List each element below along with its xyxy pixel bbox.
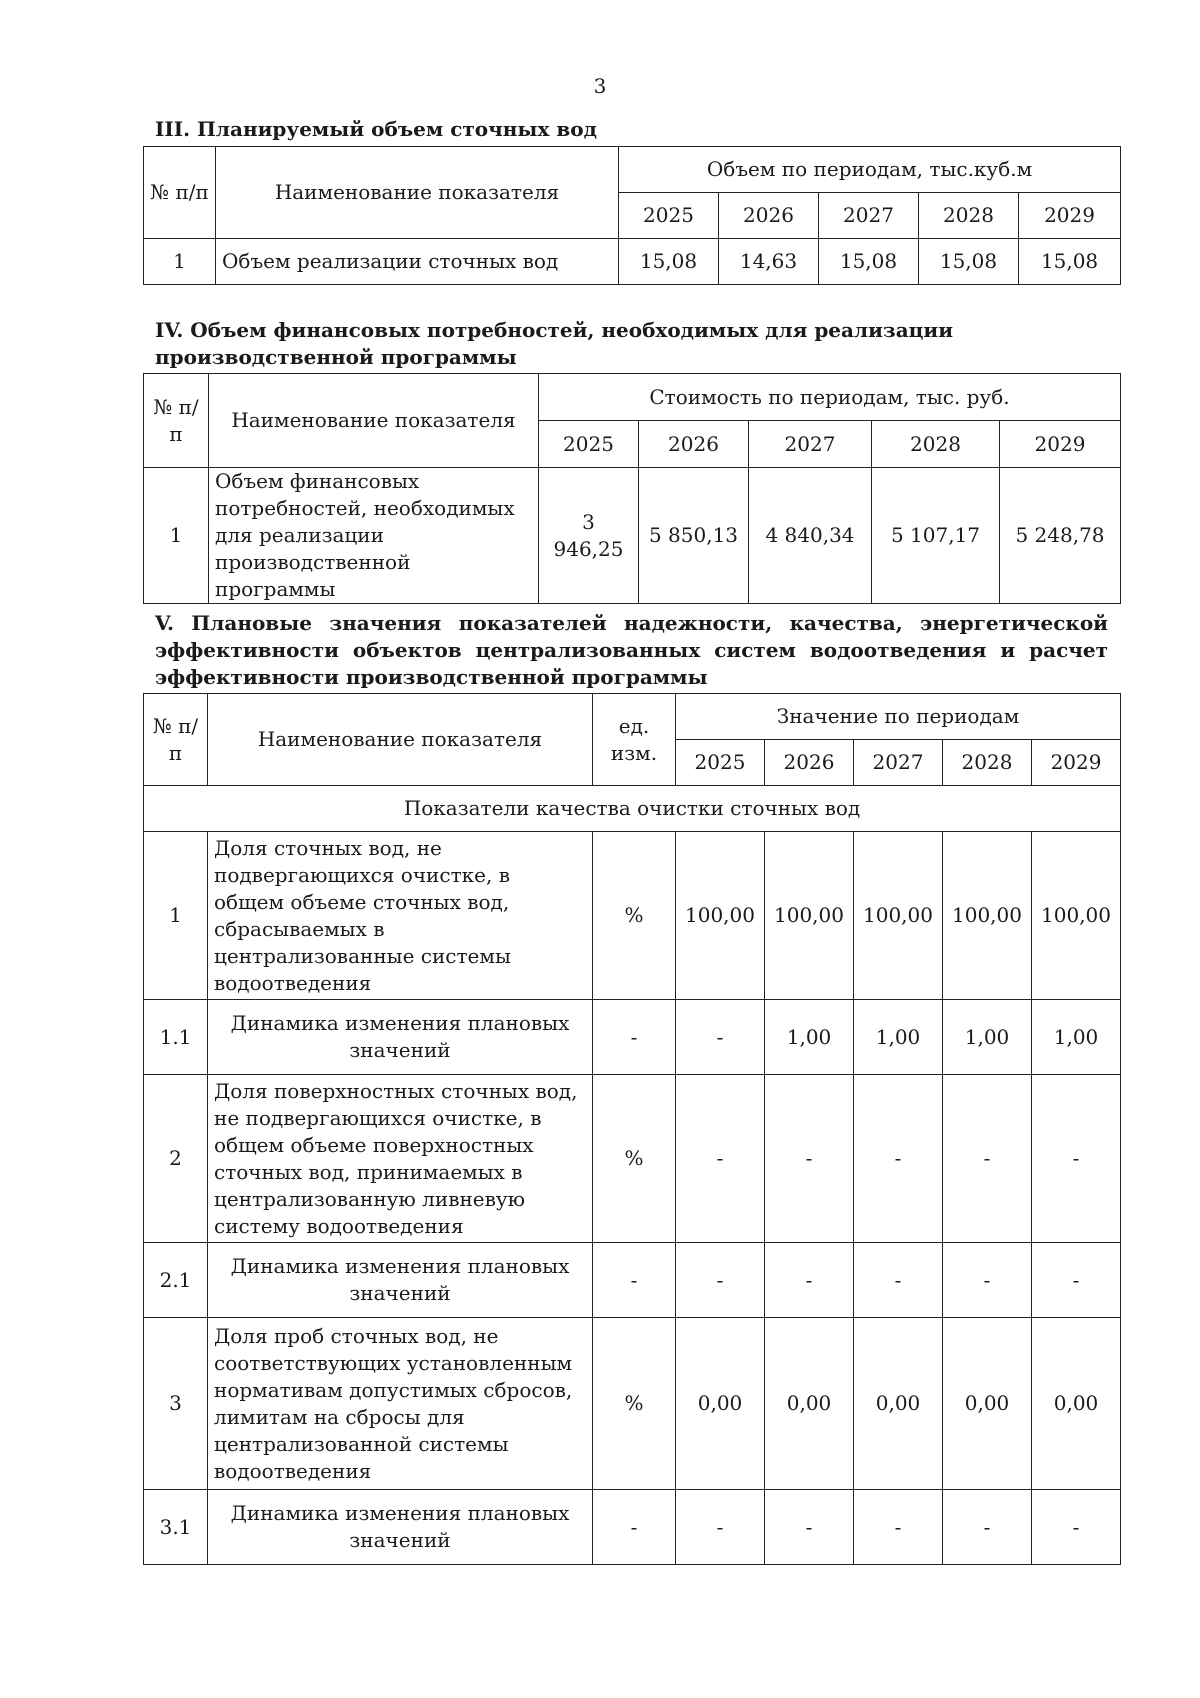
table-row [144,832,1121,1000]
col-header-year: 2028 [943,740,1032,786]
row-value: 15,08 [919,239,1019,285]
financial-needs-table [143,373,1121,604]
row-name: Динамика изменения плановых значений [208,1000,593,1075]
col-header-unit: ед. изм. [593,694,676,786]
row-name: Доля проб сточных вод, не соответствующих установленным нормативам допустимых сбросов, лимитам на сбросы для централизованной системы водоотведения [208,1318,593,1490]
row-value: - [943,1490,1032,1565]
table-row [144,1490,1121,1565]
row-unit: % [593,1075,676,1243]
col-header-period-group: Объем по периодам, тыс.куб.м [619,147,1121,193]
row-value: 0,00 [943,1318,1032,1490]
row-unit: % [593,832,676,1000]
row-value: - [854,1243,943,1318]
row-value: - [854,1490,943,1565]
section-5-heading: V. Плановые значения показателей надежности, качества, энергетической эффективности объектов централизованных систем водоотведения и расчет эффективности производственной программы [155,611,1108,689]
performance-indicators-table [143,693,1121,1565]
row-value: - [1032,1490,1121,1565]
row-value: - [765,1075,854,1243]
col-header-name: Наименование показателя [216,147,619,239]
page-number: 3 [593,74,607,98]
row-value: 14,63 [719,239,819,285]
row-value: 4 840,34 [749,468,872,604]
col-header-year: 2025 [619,193,719,239]
col-header-year: 2027 [749,421,872,468]
row-unit: - [593,1000,676,1075]
row-value: 0,00 [1032,1318,1121,1490]
row-number: 1.1 [144,1000,208,1075]
row-name: Доля сточных вод, не подвергающихся очистке, в общем объеме сточных вод, сбрасываемых в централизованные системы водоотведения [208,832,593,1000]
row-value: - [676,1490,765,1565]
table-row [144,239,1121,285]
col-header-year: 2028 [872,421,1000,468]
row-unit: % [593,1318,676,1490]
row-value: 3 946,25 [539,468,639,604]
row-value: - [854,1075,943,1243]
row-value: 0,00 [676,1318,765,1490]
row-value: - [943,1075,1032,1243]
col-header-number: № п/п [144,694,208,786]
col-header-year: 2027 [819,193,919,239]
group-title: Показатели качества очистки сточных вод [144,786,1121,832]
row-number: 3 [144,1318,208,1490]
row-name: Динамика изменения плановых значений [208,1243,593,1318]
row-name: Доля поверхностных сточных вод, не подвергающихся очистке, в общем объеме поверхностных сточных вод, принимаемых в централизованную ливневую систему водоотведения [208,1075,593,1243]
col-header-year: 2027 [854,740,943,786]
table-row [144,1000,1121,1075]
row-value: - [676,1075,765,1243]
row-name: Динамика изменения плановых значений [208,1490,593,1565]
row-value: 5 248,78 [1000,468,1121,604]
col-header-period-group: Стоимость по периодам, тыс. руб. [539,374,1121,421]
row-value: 5 850,13 [639,468,749,604]
row-value: 15,08 [819,239,919,285]
row-value: - [1032,1243,1121,1318]
row-name: Объем финансовых потребностей, необходимых для реализации производственной программы [209,468,539,604]
row-value: 1,00 [854,1000,943,1075]
row-number: 1 [144,239,216,285]
row-value: 0,00 [854,1318,943,1490]
wastewater-volume-table [143,146,1121,285]
col-header-year: 2029 [1019,193,1121,239]
row-value: 100,00 [676,832,765,1000]
col-header-year: 2026 [765,740,854,786]
col-header-number: № п/п [144,374,209,468]
row-name: Объем реализации сточных вод [216,239,619,285]
col-header-period-group: Значение по периодам [676,694,1121,740]
row-number: 1 [144,832,208,1000]
row-value: 5 107,17 [872,468,1000,604]
table-row [144,1075,1121,1243]
row-number: 3.1 [144,1490,208,1565]
row-value: 0,00 [765,1318,854,1490]
section-3-heading: III. Планируемый объем сточных вод [155,117,597,141]
row-value: - [943,1243,1032,1318]
col-header-year: 2026 [639,421,749,468]
table-row [144,1318,1121,1490]
col-header-year: 2028 [919,193,1019,239]
col-header-year: 2029 [1032,740,1121,786]
row-value: 100,00 [1032,832,1121,1000]
col-header-year: 2025 [539,421,639,468]
row-value: - [676,1000,765,1075]
row-value: - [1032,1075,1121,1243]
row-value: 15,08 [619,239,719,285]
col-header-year: 2025 [676,740,765,786]
row-number: 2.1 [144,1243,208,1318]
row-value: 15,08 [1019,239,1121,285]
table-row [144,468,1121,604]
col-header-number: № п/п [144,147,216,239]
row-value: 1,00 [1032,1000,1121,1075]
col-header-name: Наименование показателя [209,374,539,468]
row-value: 100,00 [943,832,1032,1000]
row-value: 1,00 [765,1000,854,1075]
row-value: - [676,1243,765,1318]
row-unit: - [593,1490,676,1565]
row-value: 100,00 [854,832,943,1000]
row-value: 1,00 [943,1000,1032,1075]
row-number: 2 [144,1075,208,1243]
table-row [144,1243,1121,1318]
section-4-heading: IV. Объем финансовых потребностей, необходимых для реализации производственной программы [155,318,954,369]
row-unit: - [593,1243,676,1318]
row-value: - [765,1490,854,1565]
row-value: - [765,1243,854,1318]
col-header-year: 2026 [719,193,819,239]
col-header-name: Наименование показателя [208,694,593,786]
row-value: 100,00 [765,832,854,1000]
row-number: 1 [144,468,209,604]
col-header-year: 2029 [1000,421,1121,468]
